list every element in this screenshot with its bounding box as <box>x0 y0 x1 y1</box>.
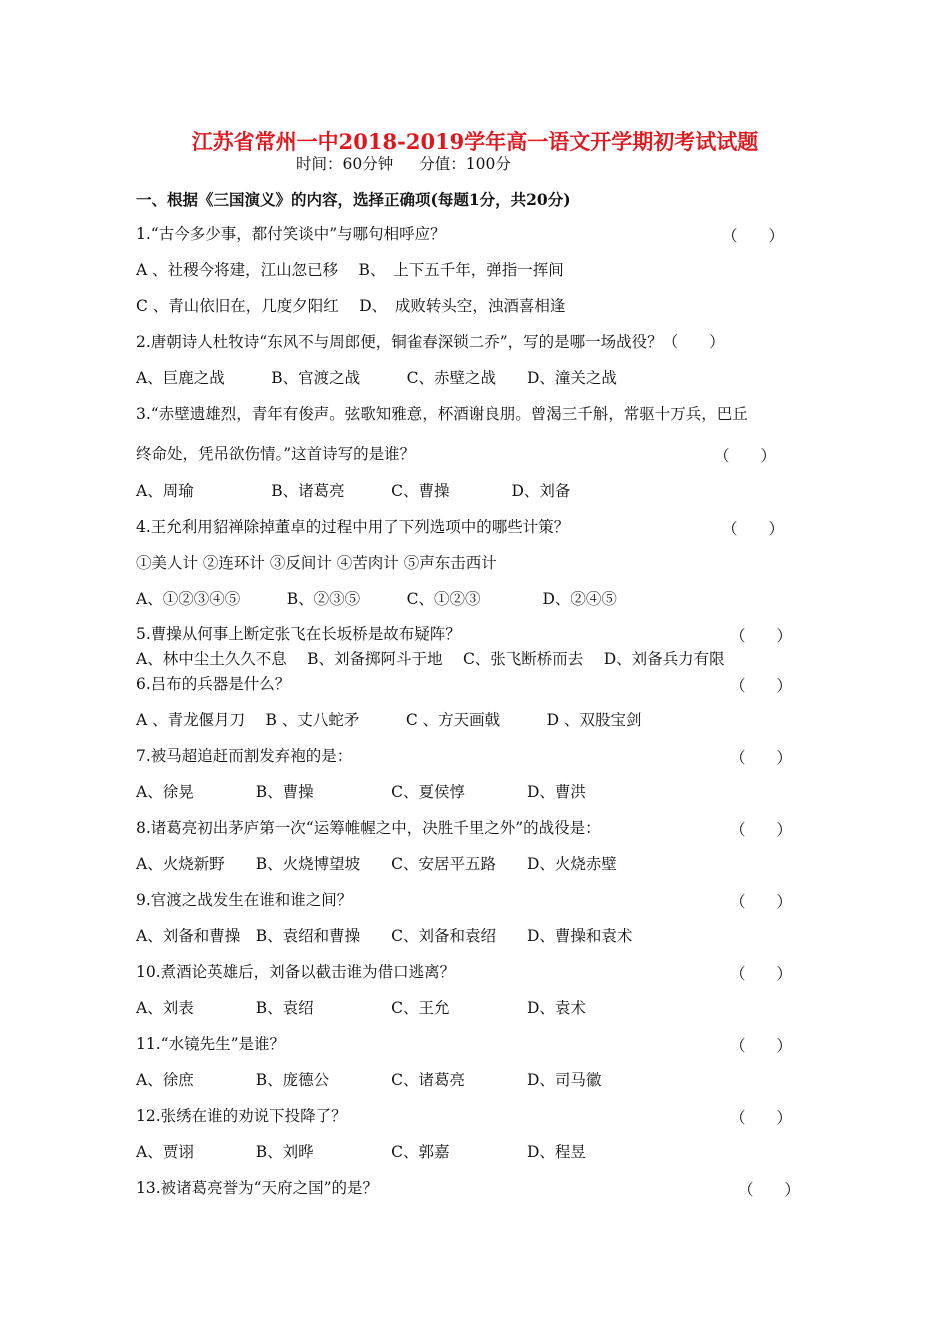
answer-options: A 、青龙偃月刀 B 、丈八蛇矛 C 、方天画戟 D 、双股宝剑 <box>136 711 642 729</box>
answer-options: A、林中尘土久久不息 B、刘备掷阿斗于地 C、张飞断桥而去 D、刘备兵力有限 <box>136 650 725 668</box>
question-text: 7.被马超追赶而割发弃袍的是： <box>136 747 353 765</box>
answer-bracket: （ ） <box>730 1037 793 1055</box>
question-text: 5.曹操从何事上断定张飞在长坂桥是故布疑阵？ <box>136 625 461 643</box>
exam-time: 时间：60分钟 <box>296 155 394 173</box>
exam-meta <box>296 152 537 174</box>
question-text: 12.张绣在谁的劝说下投降了？ <box>136 1107 347 1125</box>
answer-options: A、刘备和曹操 B、袁绍和曹操 C、刘备和袁绍 D、曹操和袁术 <box>136 927 633 945</box>
answer-options: A、巨鹿之战 B、官渡之战 C、赤壁之战 D、潼关之战 <box>136 369 617 387</box>
answer-bracket: （ ） <box>730 965 793 983</box>
answer-options: A、火烧新野 B、火烧博望坡 C、安居平五路 D、火烧赤壁 <box>136 855 617 873</box>
page-title: 江苏省常州一中2018-2019学年高一语文开学期初考试试题 <box>191 129 759 154</box>
question-text: 终命处，凭吊欲伤情。”这首诗写的是谁？ <box>136 445 416 463</box>
answer-options: A 、社稷今将建，江山忽已移 B、 上下五千年，弹指一挥间 <box>136 261 564 279</box>
answer-bracket: （ ） <box>730 1109 793 1127</box>
question-text: 11.“水镜先生”是谁？ <box>136 1035 285 1053</box>
answer-bracket: （ ） <box>722 227 785 245</box>
answer-options: A、周瑜 B、诸葛亮 C、曹操 D、刘备 <box>136 482 571 500</box>
answer-options: A、①②③④⑤ B、②③⑤ C、①②③ D、②④⑤ <box>136 590 617 608</box>
answer-bracket: （ ） <box>730 627 793 645</box>
question-text: 8.诸葛亮初出茅庐第一次“运筹帷幄之中，决胜千里之外”的战役是： <box>136 819 601 837</box>
answer-bracket: （ ） <box>730 821 793 839</box>
answer-options: A、贾诩 B、刘晔 C、郭嘉 D、程昱 <box>136 1143 586 1161</box>
answer-options: A、徐庶 B、庞德公 C、诸葛亮 D、司马徽 <box>136 1071 602 1089</box>
question-text: 9.官渡之战发生在谁和谁之间？ <box>136 891 353 909</box>
answer-bracket: （ ） <box>738 1181 801 1199</box>
question-text: 6.吕布的兵器是什么？ <box>136 675 291 693</box>
question-text: 2.唐朝诗人杜牧诗“东风不与周郎便，铜雀春深锁二乔”，写的是哪一场战役？（ ） <box>136 333 725 351</box>
answer-bracket: （ ） <box>722 520 785 538</box>
question-text: 1.“古今多少事，都付笑谈中”与哪句相呼应？ <box>136 225 446 243</box>
answer-options: C 、青山依旧在，几度夕阳红 D、 成败转头空，浊酒喜相逢 <box>136 297 566 315</box>
question-text: 3.“赤壁遗雄烈，青年有俊声。弦歌知雅意，杯酒谢良朋。曾渴三千斛，常驱十万兵，巴丘 <box>136 405 748 423</box>
question-text: 4.王允利用貂禅除掉董卓的过程中用了下列选项中的哪些计策？ <box>136 518 570 536</box>
answer-options: ①美人计 ②连环计 ③反间计 ④苦肉计 ⑤声东击西计 <box>136 554 497 572</box>
answer-bracket: （ ） <box>714 447 777 465</box>
answer-bracket: （ ） <box>730 893 793 911</box>
question-text: 10.煮酒论英雄后，刘备以截击谁为借口逃离？ <box>136 963 456 981</box>
question-text: 13.被诸葛亮誉为“天府之国”的是？ <box>136 1179 378 1197</box>
answer-options: A、徐晃 B、曹操 C、夏侯惇 D、曹洪 <box>136 783 586 801</box>
answer-bracket: （ ） <box>730 749 793 767</box>
section-heading: 一、根据《三国演义》的内容，选择正确项(每题1分，共20分) <box>136 190 571 209</box>
answer-bracket: （ ） <box>730 677 793 695</box>
exam-score: 分值：100分 <box>419 155 511 173</box>
answer-options: A、刘表 B、袁绍 C、王允 D、袁术 <box>136 999 586 1017</box>
